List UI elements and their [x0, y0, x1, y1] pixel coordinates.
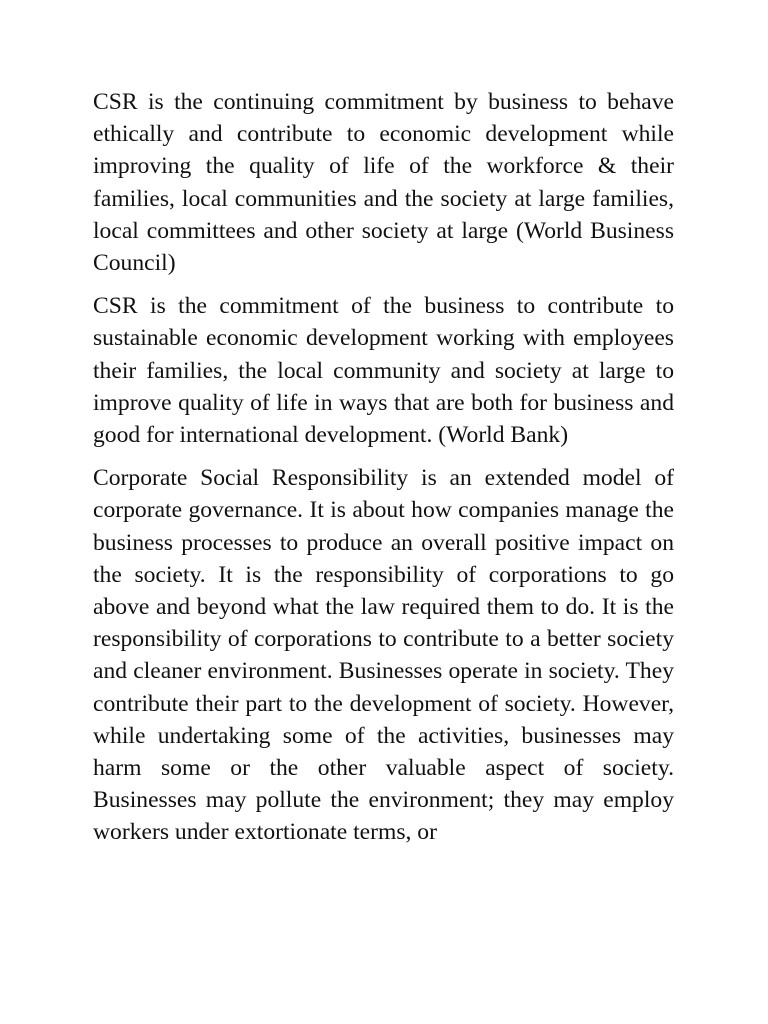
paragraph-corporate-governance: Corporate Social Responsibility is an extended model of corporate governance. It is about how companies manage the business processes to produce an overall positive impact on the society. It is the responsibility of corporations to go above and beyond what the law required them to do. It is the responsibility of corporations to contribute to a better society and cleaner environment. Businesses operate in society. They contribute their part to the development of society. However, while undertaking some of the activities, businesses may harm some or the other valuable aspect of society. Businesses may pollute the environment; they may employ workers under extortionate terms, or [93, 465, 674, 846]
document-page [93, 86, 674, 860]
paragraph-world-business-council: CSR is the continuing commitment by business to behave ethically and contribute to economic development while improving the quality of life of the workforce & their families, local communities and the society at large families, local committees and other society at large (World Business Council) [93, 89, 674, 277]
paragraph-world-bank: CSR is the commitment of the business to contribute to sustainable economic development working with employees their families, the local community and society at large to improve quality of life in ways that are both for business and good for international development. (World Bank) [93, 293, 674, 449]
